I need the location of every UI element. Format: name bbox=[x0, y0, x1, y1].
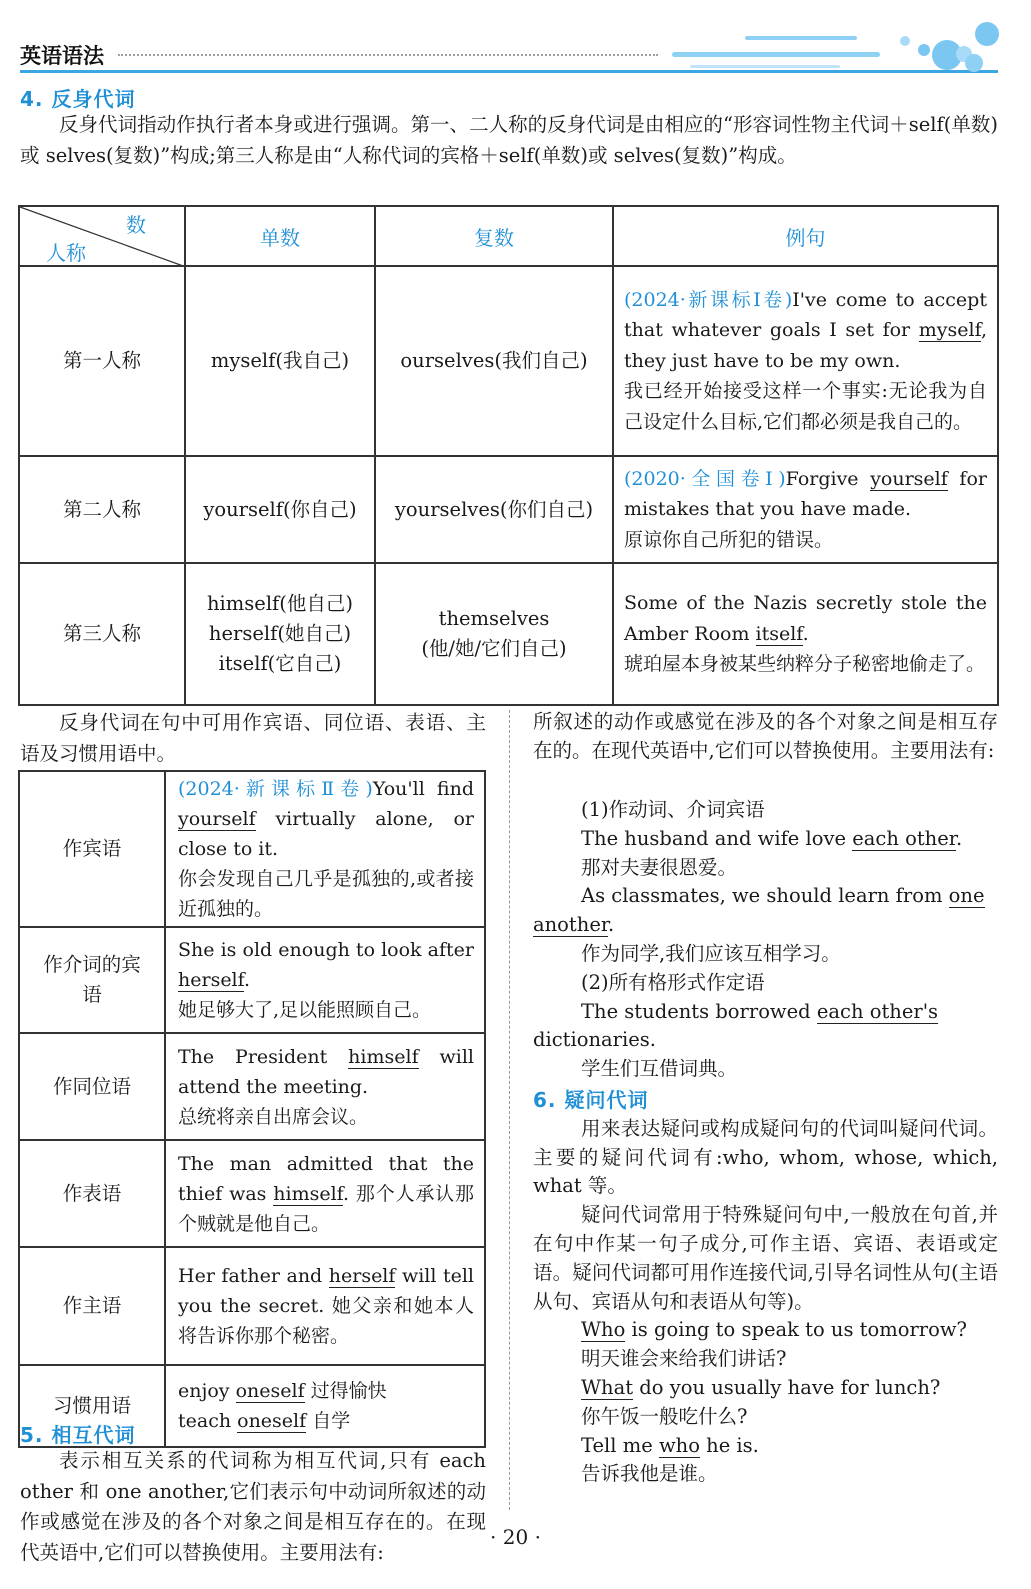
singular-cell: yourself(你自己) bbox=[185, 456, 375, 563]
singular-cell: himself(他自己) herself(她自己) itself(它自己) bbox=[185, 563, 375, 705]
section-4-intro: 反身代词指动作执行者本身或进行强调。第一、二人称的反身代词是由相应的“形容词性物主代词＋self(单数)或 selves(复数)”构成;第三人称是由“人称代词的宾格＋self(单数)或 selves(复数)”构成。 bbox=[20, 113, 998, 167]
example-en: Who is going to speak to us tomorrow? bbox=[581, 1318, 968, 1342]
singular-cell: myself(我自己) bbox=[185, 266, 375, 456]
example-en: (2020·全国卷Ⅰ)Forgive yourself for mistakes that you have made. bbox=[624, 467, 987, 521]
table-row bbox=[19, 771, 485, 927]
example-en: The students borrowed each other's dictionaries. bbox=[533, 999, 939, 1052]
underlined-pronoun: myself bbox=[918, 319, 981, 342]
header-rule bbox=[20, 70, 998, 73]
table-row bbox=[19, 266, 998, 456]
usage-1-heading: (1)作动词、介词宾语 bbox=[581, 798, 765, 821]
plural-cell: yourselves(你们自己) bbox=[375, 456, 613, 563]
usage-2-heading: (2)所有格形式作定语 bbox=[581, 970, 765, 994]
underlined-pronoun: herself bbox=[178, 969, 244, 991]
example-cn: 明天谁会来给我们讲话? bbox=[581, 1347, 787, 1371]
table-row bbox=[19, 563, 998, 705]
corner-top-label: 数 bbox=[126, 213, 146, 237]
underlined-pronoun: yourself bbox=[870, 467, 948, 490]
example-en: What do you usually have for lunch? bbox=[581, 1375, 941, 1399]
underlined-pronoun: What bbox=[581, 1375, 634, 1399]
usage-label: 习惯用语 bbox=[19, 1365, 165, 1447]
table-row bbox=[19, 1140, 485, 1247]
example-cell bbox=[613, 563, 998, 705]
example-en: As classmates, we should learn from one another. bbox=[533, 884, 985, 937]
example-cn: 原谅你自己所犯的错误。 bbox=[624, 528, 834, 551]
example-cn: 琥珀屋本身被某些纳粹分子秘密地偷走了。 bbox=[624, 653, 986, 676]
right-column bbox=[533, 708, 998, 1489]
underlined-pronoun: himself bbox=[273, 1182, 344, 1205]
table-row bbox=[19, 1247, 485, 1365]
underlined-pronoun: oneself bbox=[237, 1410, 307, 1432]
person-cell: 第二人称 bbox=[19, 456, 185, 563]
usage-intro: 反身代词在句中可用作宾语、同位语、表语、主语及习惯用语中。 bbox=[20, 711, 486, 765]
book-title: 英语语法 bbox=[20, 44, 104, 68]
usage-label: 作表语 bbox=[19, 1140, 165, 1247]
corner-cell bbox=[19, 206, 185, 266]
usage-example: (2024·新课标Ⅱ卷)You'll find yourself virtually alone, or close to it. 你会发现自己几乎是孤独的,或者接近孤独的。 bbox=[165, 771, 485, 927]
example-cn: 学生们互借词典。 bbox=[581, 1057, 738, 1081]
example-en: Some of the Nazis secretly stole the Amber Room itself. bbox=[624, 592, 987, 645]
diagonal-line bbox=[20, 207, 186, 267]
example-en: (2024·新课标Ⅰ卷)I've come to accept that whatever goals I set for myself, they just have to be my own. bbox=[624, 288, 987, 372]
usage-label: 作同位语 bbox=[19, 1033, 165, 1140]
table-row bbox=[19, 1033, 485, 1140]
page-number: · 20 · bbox=[490, 1525, 541, 1549]
person-cell: 第三人称 bbox=[19, 563, 185, 705]
section-6-para-1: 用来表达疑问或构成疑问句的代词叫疑问代词。主要的疑问代词有:who, whom, whose, which, what 等。 bbox=[533, 1116, 998, 1198]
usage-label: 作介词的宾语 bbox=[19, 927, 165, 1033]
underlined-pronoun: each other bbox=[852, 826, 956, 850]
example-cn: 你午饭一般吃什么? bbox=[581, 1404, 748, 1428]
section-4-title: 4. 反身代词 bbox=[20, 87, 136, 111]
header-example: 例句 bbox=[613, 206, 998, 266]
underlined-pronoun: who bbox=[658, 1433, 700, 1457]
example-cn: 作为同学,我们应该互相学习。 bbox=[581, 941, 841, 965]
section-5-para-continued: 所叙述的动作或感觉在涉及的各个对象之间是相互存在的。在现代英语中,它们可以替换使用。主要用法有: bbox=[533, 710, 998, 762]
underlined-pronoun: yourself bbox=[178, 808, 256, 830]
underlined-pronoun: himself bbox=[348, 1045, 419, 1068]
plural-cell: ourselves(我们自己) bbox=[375, 266, 613, 456]
header-dotted-line bbox=[118, 54, 658, 56]
example-cn: 那对夫妻很恩爱。 bbox=[581, 855, 738, 879]
header-plural: 复数 bbox=[375, 206, 613, 266]
usage-example: enjoy oneself 过得愉快 teach oneself 自学 bbox=[165, 1365, 485, 1447]
usage-table bbox=[18, 770, 486, 1448]
reflexive-pronoun-table bbox=[18, 205, 999, 706]
source-tag: (2024·新课标Ⅰ卷) bbox=[624, 288, 793, 311]
table-row bbox=[19, 927, 485, 1033]
example-cn: 我已经开始接受这样一个事实:无论我为自己设定什么目标,它们都必须是我自己的。 bbox=[624, 380, 987, 433]
usage-example: She is old enough to look after herself. 她足够大了,足以能照顾自己。 bbox=[165, 927, 485, 1033]
usage-label: 作宾语 bbox=[19, 771, 165, 927]
underlined-pronoun: herself bbox=[328, 1265, 396, 1287]
example-en: The husband and wife love each other. bbox=[581, 826, 963, 850]
example-cell bbox=[613, 456, 998, 563]
usage-example: The man admitted that the thief was himself. 那个人承认那个贼就是他自己。 bbox=[165, 1140, 485, 1247]
source-tag: (2024·新课标Ⅱ卷) bbox=[178, 778, 373, 800]
table-header-row bbox=[19, 206, 998, 266]
example-cn: 告诉我他是谁。 bbox=[581, 1462, 718, 1486]
source-tag: (2020·全国卷Ⅰ) bbox=[624, 467, 786, 490]
underlined-pronoun: Who bbox=[581, 1318, 626, 1342]
underlined-pronoun: one another bbox=[533, 884, 985, 937]
section-5-title: 5. 相互代词 bbox=[20, 1423, 136, 1447]
column-divider bbox=[509, 710, 510, 1510]
underlined-pronoun: itself bbox=[755, 622, 803, 645]
usage-example: Her father and herself will tell you the secret. 她父亲和她本人将告诉你那个秘密。 bbox=[165, 1247, 485, 1365]
plural-cell: themselves (他/她/它们自己) bbox=[375, 563, 613, 705]
underlined-pronoun: each other's bbox=[816, 999, 939, 1023]
corner-bottom-label: 人称 bbox=[46, 241, 86, 265]
section-6-title: 6. 疑问代词 bbox=[533, 1087, 649, 1112]
underlined-pronoun: oneself bbox=[235, 1380, 305, 1402]
usage-example: The President himself will attend the meeting. 总统将亲自出席会议。 bbox=[165, 1033, 485, 1140]
section-6-para-2: 疑问代词常用于特殊疑问句中,一般放在句首,并在句中作某一句子成分,可作主语、宾语、表语或定语。疑问代词都可用作连接代词,引导名词性从句(主语从句、宾语从句和表语从句等)。 bbox=[533, 1203, 998, 1313]
example-cell bbox=[613, 266, 998, 456]
section-5-para-part1: 表示相互关系的代词称为相互代词,只有 each other 和 one another,它们表示句中动词所叙述的动作或感觉在涉及的各个对象之间是相互存在的。在现代英语中,它们可以替换使用。主要用法有: bbox=[20, 1449, 486, 1564]
example-en: Tell me who he is. bbox=[581, 1433, 759, 1457]
table-row bbox=[19, 456, 998, 563]
person-cell: 第一人称 bbox=[19, 266, 185, 456]
header-singular: 单数 bbox=[185, 206, 375, 266]
usage-label: 作主语 bbox=[19, 1247, 165, 1365]
